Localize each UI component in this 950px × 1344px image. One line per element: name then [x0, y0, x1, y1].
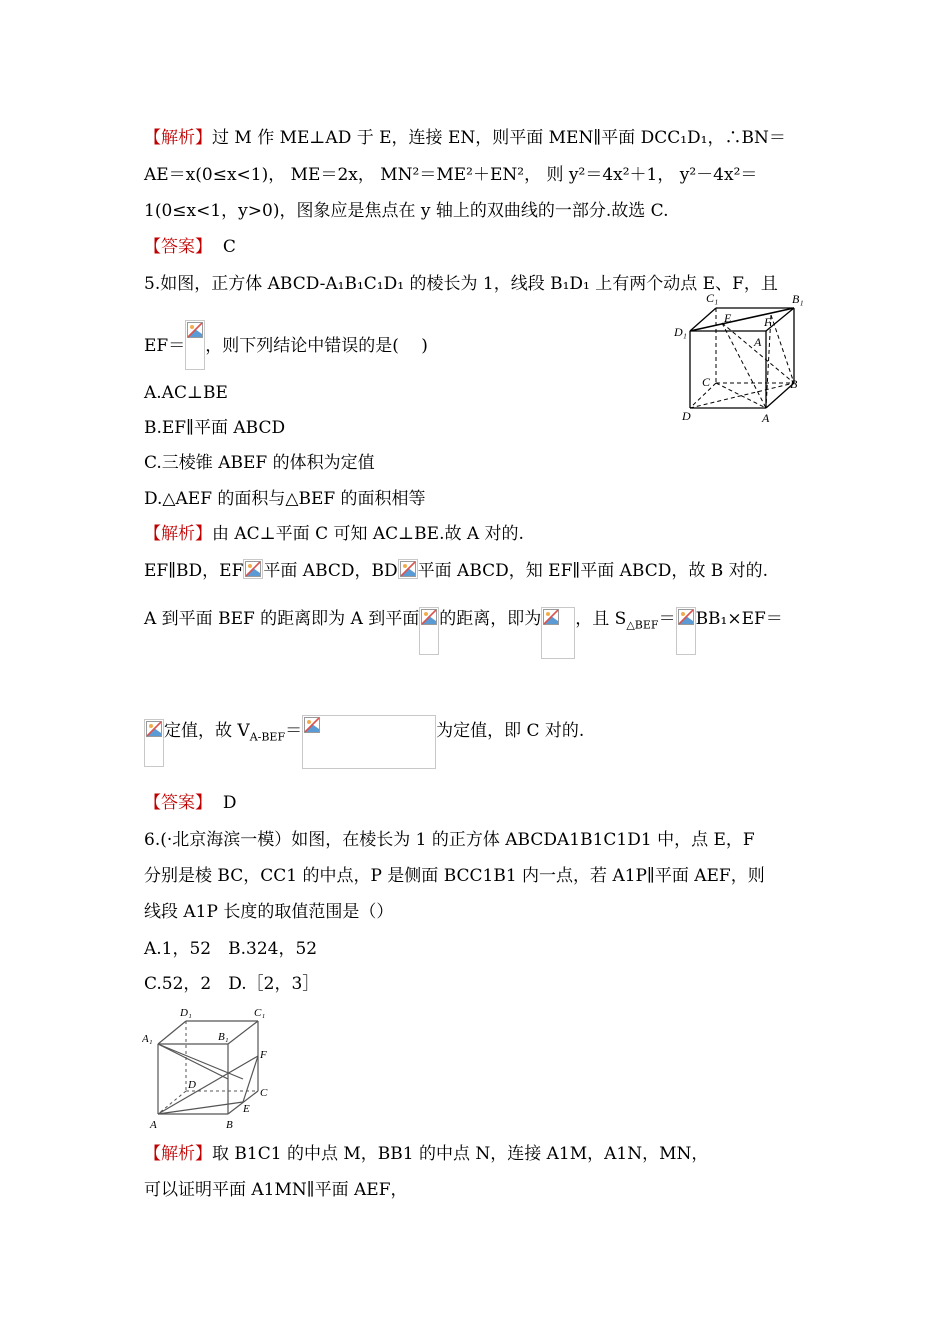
fig5-label-b: B — [790, 377, 798, 391]
fig5-label-a: A — [762, 411, 770, 425]
broken-image-icon — [245, 561, 261, 577]
broken-image — [541, 607, 575, 659]
fig5-label-c: C — [702, 375, 711, 389]
q6-stem-line-2: 分别是棱 BC，CC1 的中点，P 是侧面 BCC1B1 内一点，若 A1P∥平面 AEF，则 — [144, 866, 765, 886]
q5-option-d: D.△AEF 的面积与△BEF 的面积相等 — [144, 489, 426, 509]
fig6-label-a1: A₁ — [142, 1033, 153, 1045]
fig6-label-a: A — [150, 1119, 157, 1131]
broken-image — [676, 607, 696, 655]
q5-stem-line-1: 5.如图，正方体 ABCD-A₁B₁C₁D₁ 的棱长为 1，线段 B₁D₁ 上有两个动点 E、F，且 — [144, 274, 778, 294]
q5-answer-line — [144, 791, 236, 815]
q5-option-a: A.AC⊥BE — [144, 383, 228, 403]
q6-analysis-text-1: 取 B1C1 的中点 M，BB1 的中点 N，连接 A1M，A1N，MN， — [212, 1144, 709, 1164]
fig5-label-d1: D₁ — [674, 325, 687, 339]
q5-a3-part1: A 到平面 BEF 的距离即为 A 到平面 — [144, 609, 420, 629]
broken-image — [185, 320, 205, 370]
analysis-tag: 【解析】 — [144, 1144, 212, 1164]
answer-tag: 【答案】 — [144, 793, 212, 813]
broken-image-icon — [543, 609, 559, 625]
q4-answer-line — [144, 235, 236, 259]
q5-analysis-line-2 — [144, 559, 768, 583]
fig6-label-e: E — [243, 1103, 250, 1115]
q5-a2-part2: 平面 ABCD，BD — [263, 561, 398, 581]
q5-answer: D — [222, 793, 237, 813]
fig5-label-e: E — [724, 311, 732, 325]
fig6-label-b: B — [226, 1119, 233, 1131]
q4-analysis-line-2: AE＝x(0≤x<1)， ME＝2x， MN²＝ME²＋EN²， 则 y²＝4x²＋1， y²－4x²＝ — [144, 165, 758, 185]
q5-a3-part4: ＝ — [658, 609, 676, 629]
q5-a3-part3: ，且 S — [575, 609, 627, 629]
analysis-tag: 【解析】 — [144, 524, 212, 544]
q6-stem-line-3: 线段 A1P 长度的取值范围是（） — [144, 902, 394, 922]
broken-image-icon — [421, 609, 437, 625]
q4-analysis-text-1: 过 M 作 ME⊥AD 于 E，连接 EN，则平面 MEN∥平面 DCC₁D₁，∴BN＝ — [212, 128, 786, 148]
fig6-label-f: F — [260, 1049, 267, 1061]
fig5-label-d: D — [682, 409, 691, 423]
q5-a2-part1: EF∥BD，EF — [144, 561, 244, 581]
broken-image-icon — [678, 609, 694, 625]
q6-options-line-1: A.1，52 B.324，52 — [144, 939, 318, 959]
q5-a3-sub: △BEF — [626, 618, 659, 632]
q4-analysis-line-1 — [144, 126, 786, 150]
broken-image-icon — [146, 721, 162, 737]
q4-answer: C — [222, 237, 236, 257]
q5-stem-ef: EF＝ — [144, 336, 186, 356]
answer-tag: 【答案】 — [144, 237, 212, 257]
q5-a2-part3: 平面 ABCD，知 EF∥平面 ABCD，故 B 对的. — [417, 561, 769, 581]
q5-analysis-text-1: 由 AC⊥平面 C 可知 AC⊥BE.故 A 对的. — [212, 524, 524, 544]
q5-a3-part5: BB₁×EF＝ — [695, 609, 783, 629]
analysis-tag: 【解析】 — [144, 128, 212, 148]
q5-analysis-line-3 — [144, 607, 783, 659]
q5-a4-part1: 定值，故 V — [164, 721, 250, 741]
q5-stem-line-2 — [144, 334, 428, 384]
broken-image-icon — [400, 561, 416, 577]
fig5-label-c1: C₁ — [706, 291, 719, 305]
q5-analysis-line-4 — [144, 719, 584, 773]
fig5-label-a-top: A — [754, 335, 762, 349]
q5-option-b: B.EF∥平面 ABCD — [144, 418, 286, 438]
q6-cube-figure — [142, 1004, 282, 1132]
q6-options-line-2: C.52，2 D.［2，3］ — [144, 974, 320, 994]
broken-image — [302, 715, 436, 769]
q6-analysis-line-1 — [144, 1142, 708, 1166]
q5-cube-figure — [672, 286, 812, 428]
fig6-label-c: C — [260, 1087, 268, 1099]
broken-image — [243, 559, 263, 579]
fig6-label-c1: C₁ — [254, 1007, 266, 1019]
broken-image — [144, 719, 164, 767]
q5-analysis-line-1 — [144, 522, 524, 546]
q6-analysis-line-2: 可以证明平面 A1MN∥平面 AEF， — [144, 1180, 408, 1200]
fig6-label-d: D — [188, 1079, 196, 1091]
fig5-label-b1: B₁ — [792, 292, 804, 306]
q5-a4-part3: 为定值，即 C 对的. — [436, 721, 585, 741]
broken-image — [419, 607, 439, 655]
broken-image — [398, 559, 418, 579]
q5-option-c: C.三棱锥 ABEF 的体积为定值 — [144, 453, 375, 473]
q4-analysis-line-3: 1(0≤x<1，y>0)，图象应是焦点在 y 轴上的双曲线的一部分.故选 C. — [144, 201, 669, 221]
q5-a3-part2: 的距离，即为 — [439, 609, 542, 629]
fig6-label-d1: D₁ — [180, 1007, 192, 1019]
q5-a4-sub: A-BEF — [249, 730, 286, 744]
fig5-label-f: F — [764, 315, 772, 329]
q5-stem-question: ，则下列结论中错误的是( ) — [205, 336, 428, 356]
broken-image-icon — [187, 322, 203, 338]
q5-a4-part2: ＝ — [285, 721, 303, 741]
q6-stem-line-1: 6.(·北京海滨一模）如图，在棱长为 1 的正方体 ABCDA1B1C1D1 中，点 E，F — [144, 830, 755, 850]
fig6-label-b1: B₁ — [218, 1031, 229, 1043]
broken-image-icon — [304, 717, 320, 733]
